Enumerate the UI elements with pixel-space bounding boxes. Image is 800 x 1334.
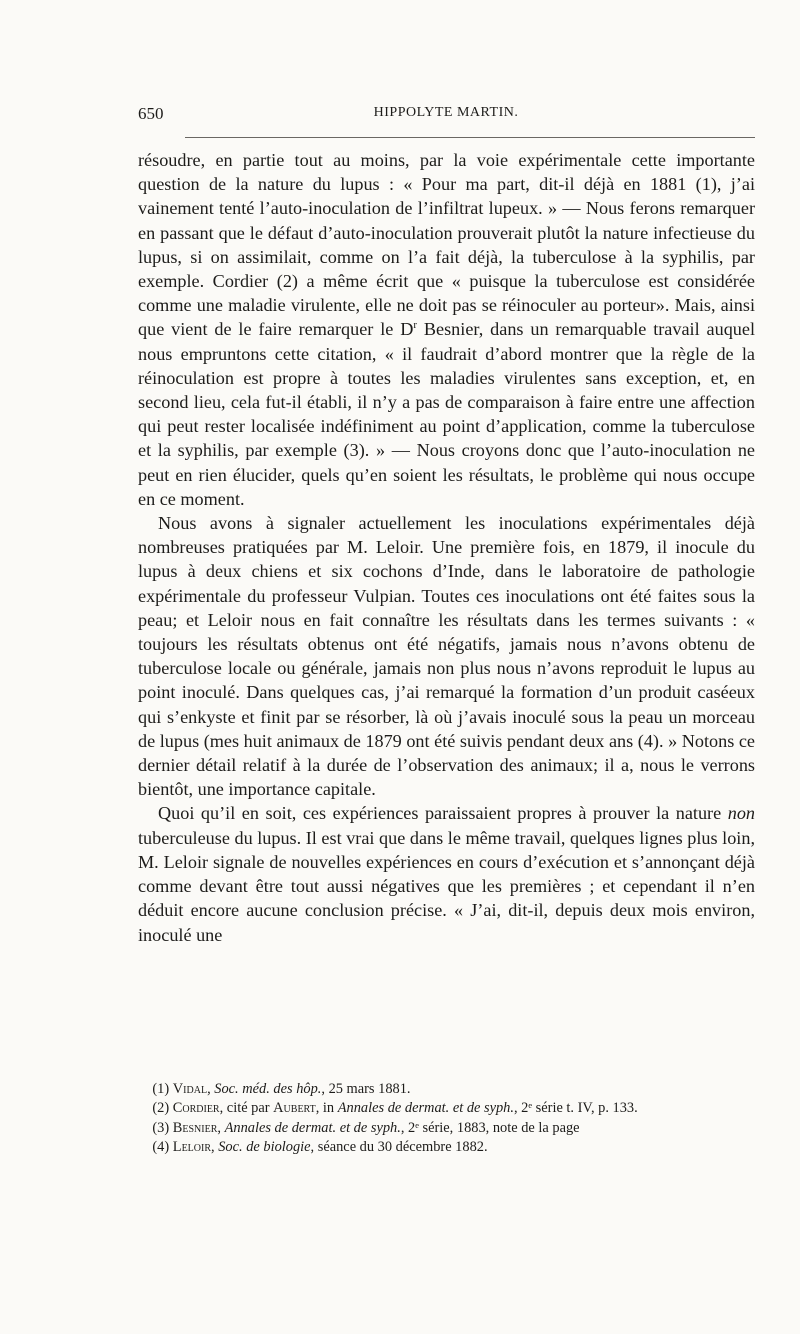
footnote-rest: , séance du 30 décembre 1882. xyxy=(310,1138,488,1155)
footnote-connector: , cité par xyxy=(219,1100,274,1117)
footnote-rest: , 2ᵉ série, 1883, note de la page xyxy=(400,1119,580,1136)
footnote-title: Annales de dermat. et de syph. xyxy=(224,1119,401,1136)
footnote-separator: , xyxy=(217,1119,225,1136)
footnote-3 xyxy=(138,1119,755,1138)
page-header xyxy=(138,104,754,126)
footnote-2 xyxy=(138,1099,755,1118)
paragraph-2: Nous avons à signaler actuellement les inoculations expérimentales déjà nombreuses pratiquées par M. Leloir. Une première fois, en 1879, il inocule du lupus à deux chiens et six cochons d’Inde, dans le laboratoire de pathologie expérimentale du professeur Vulpian. Toutes ces inoculations ont été faites sous la peau; et Leloir nous en fait connaître les résultats dans les termes suivants : « toujours les résultats obtenus ont été négatifs, jamais nous n’avons obtenu de tuberculose locale ou générale, jamais non plus nous n’avons reproduit le lupus au point inoculé. Dans quelques cas, j’ai remarqué la formation d’un produit caséeux qui s’enkyste et finit par se résorber, là où j’avais inoculé sous la peau un morceau de lupus (mes huit animaux de 1879 ont été suivis pendant deux ans (4). » Notons ce dernier détail relatif à la durée de l’observation des animaux; il a, nous le verrons bientôt, une importance capitale. xyxy=(138,513,755,800)
italic-word: non xyxy=(727,803,755,824)
doctor-abbrev-superscript: r xyxy=(413,319,418,332)
footnote-number: (2) xyxy=(152,1100,173,1117)
footnote-author: Vidal xyxy=(172,1081,208,1097)
footnote-author-2: Aubert xyxy=(273,1100,316,1117)
footnote-rest: , 2ᵉ série t. IV, p. 133. xyxy=(513,1100,638,1117)
footnote-author: Besnier xyxy=(172,1119,218,1136)
footnote-title: Soc. méd. des hôp. xyxy=(214,1081,322,1097)
footnote-separator: , xyxy=(207,1081,215,1097)
footnote-1 xyxy=(138,1080,755,1099)
page-number: 650 xyxy=(138,104,164,123)
footnote-title: Annales de dermat. et de syph. xyxy=(337,1100,514,1117)
body-text xyxy=(138,148,755,947)
paragraph-3-text-b: tuberculeuse du lupus. Il est vrai que dans le même travail, quelques lignes plus loin, M. Leloir signale de nouvelles expériences en cours d’exécution et s’annonçant déjà comme devant être tout aussi négatives que les premières ; et cependant il n’en déduit encore aucune conclusion précise. « J’ai, dit-il, depuis deux mois environ, inoculé une xyxy=(138,827,755,945)
footnote-author: Cordier xyxy=(172,1100,220,1117)
header-rule xyxy=(185,137,755,138)
running-title: HIPPOLYTE MARTIN. xyxy=(373,105,519,120)
footnote-number: (1) xyxy=(152,1081,173,1097)
footnote-connector-2: , in xyxy=(315,1100,338,1117)
paragraph-3 xyxy=(138,801,755,946)
footnote-4 xyxy=(138,1138,755,1157)
footnote-title: Soc. de biologie xyxy=(218,1138,311,1155)
paragraph-3-text-a: Quoi qu’il en soit, ces expériences paraissaient propres à prouver la nature xyxy=(158,803,728,824)
paragraph-1-text-b: Besnier, dans un remarquable travail auquel nous empruntons cette citation, « il faudrait d’abord montrer que la règle de la réinoculation est propre à toutes les maladies virulentes sans exception, et, en second lieu, cela fut-il établi, il n’y a pas de comparaison à faire entre une affection qui peut rester localisée indéfiniment au point d’application, comme la tuberculose et la syphilis, par exemple (3). » — Nous croyons donc que l’auto-inoculation ne peut en rien élucider, quels qu’en soient les résultats, le problème qui nous occupe en ce moment. xyxy=(138,319,756,509)
footnote-separator: , xyxy=(211,1138,219,1155)
paragraph-1 xyxy=(138,148,755,511)
footnotes xyxy=(138,1080,755,1157)
footnote-rest: , 25 mars 1881. xyxy=(321,1081,411,1097)
footnote-number: (4) xyxy=(152,1138,173,1155)
paragraph-1-text-a: résoudre, en partie tout au moins, par la voie expérimentale cette importante question de la nature du lupus : « Pour ma part, dit-il déjà en 1881 (1), j’ai vainement tenté l’auto-inoculation de l’infiltrat lupeux. » — Nous ferons remarquer en passant que le défaut d’auto-inoculation prouverait plutôt la nature infectieuse du lupus, si on assimilait, comme on l’a fait déjà, la tuberculose à la syphilis, par exemple. Cordier (2) a même écrit que « puisque la tuberculose est considérée comme une maladie virulente, elle ne doit pas se réinoculer au porteur». Mais, ainsi que vient de le faire remarquer le D xyxy=(138,150,755,340)
footnote-number: (3) xyxy=(152,1119,173,1136)
footnote-author: Leloir xyxy=(172,1138,212,1155)
